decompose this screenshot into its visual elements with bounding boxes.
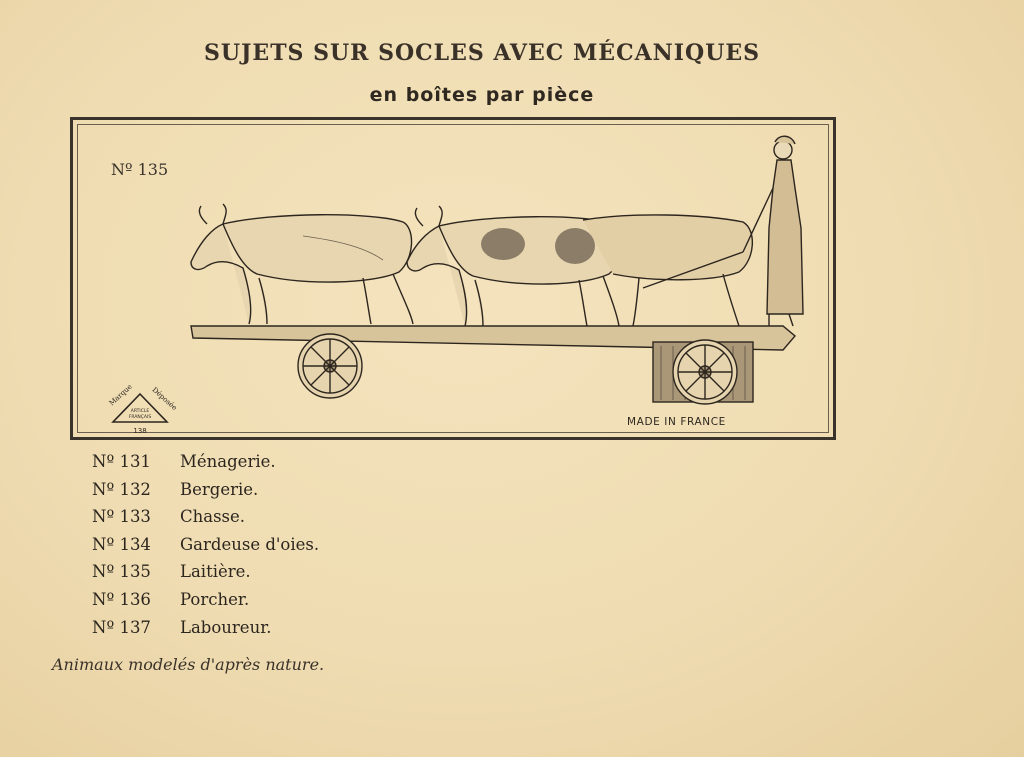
list-item — [92, 452, 319, 480]
oxen-cart-illustration — [183, 128, 803, 413]
item-number: Nº 133 — [92, 507, 151, 527]
svg-text:FRANÇAIS: FRANÇAIS — [128, 415, 152, 420]
item-number: Nº 136 — [92, 589, 151, 609]
rear-wheel — [673, 340, 737, 404]
list-item — [92, 562, 319, 590]
item-number: Nº 135 — [92, 562, 151, 582]
svg-text:ARTICLE: ARTICLE — [130, 409, 150, 414]
svg-text:Marque: Marque — [107, 382, 134, 408]
item-name: Laboureur. — [180, 617, 272, 637]
plate-number: Nº 135 — [111, 160, 169, 179]
svg-text:138: 138 — [133, 427, 147, 435]
list-item — [92, 480, 319, 508]
item-name: Ménagerie. — [180, 452, 276, 471]
item-number: Nº 137 — [92, 617, 151, 637]
item-number: Nº 134 — [92, 534, 151, 554]
front-wheel — [298, 334, 362, 398]
item-name: Gardeuse d'oies. — [180, 534, 320, 554]
made-in-label: MADE IN FRANCE — [627, 416, 726, 428]
list-item — [92, 590, 319, 618]
item-name: Chasse. — [180, 507, 246, 527]
item-list — [92, 452, 319, 645]
catalog-subtitle: en boîtes par pièce — [369, 84, 595, 106]
item-name: Laitière. — [180, 562, 251, 582]
item-name: Porcher. — [180, 589, 250, 609]
item-number: Nº 131 — [92, 452, 151, 471]
ox-1 — [191, 204, 413, 324]
svg-text:Déposée: Déposée — [150, 385, 179, 413]
trademark-logo — [105, 382, 179, 438]
catalog-title: SUJETS SUR SOCLES AVEC MÉCANIQUES — [203, 40, 761, 66]
item-number: Nº 132 — [92, 479, 151, 499]
list-item — [92, 507, 319, 535]
illustration-plate — [70, 117, 836, 440]
list-item — [92, 618, 319, 646]
item-name: Bergerie. — [180, 479, 259, 499]
list-item — [92, 535, 319, 563]
footnote: Animaux modelés d'après nature. — [52, 655, 325, 674]
